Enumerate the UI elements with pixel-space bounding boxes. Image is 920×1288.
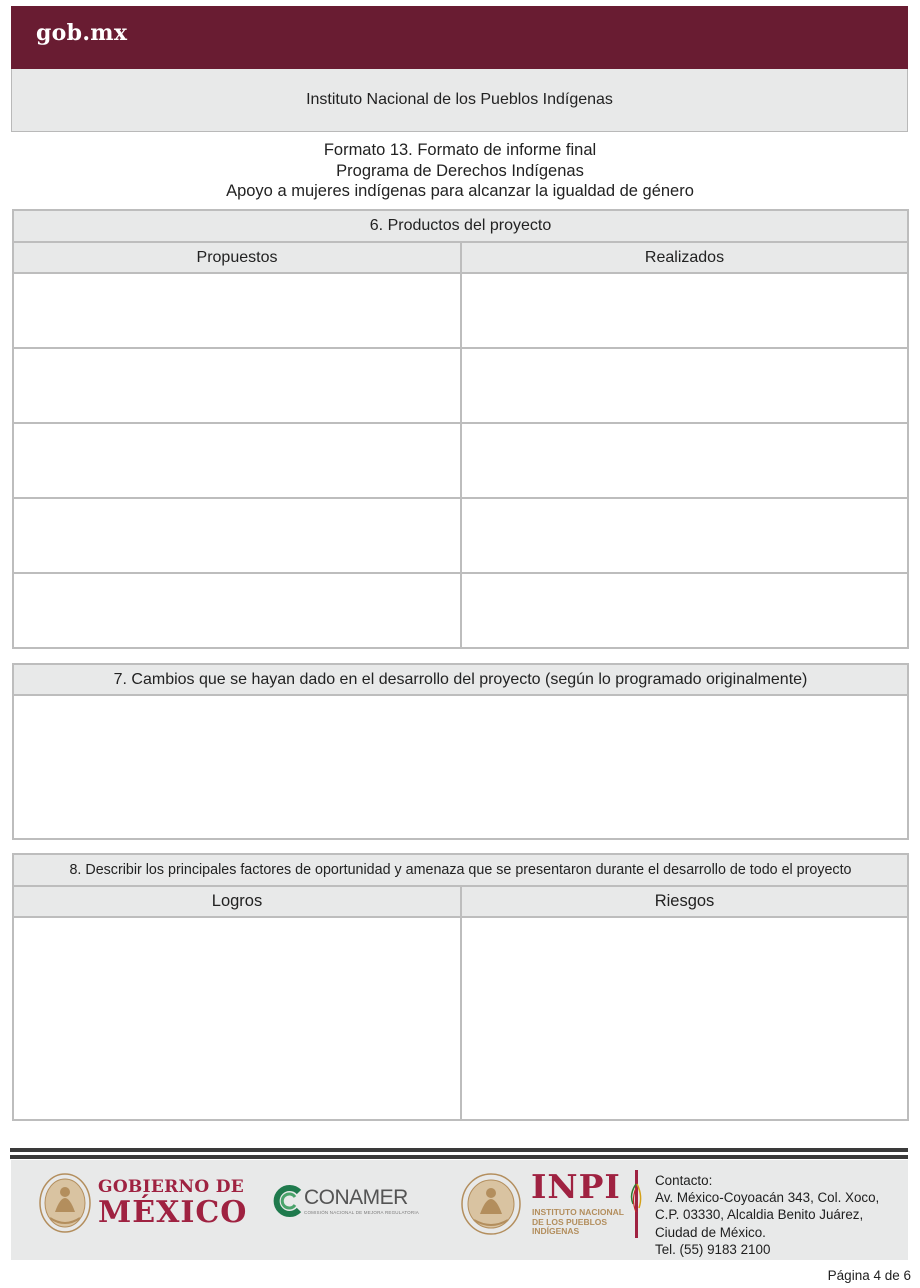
cell-realizado-4[interactable] <box>462 499 907 572</box>
logros-text-area[interactable] <box>14 918 460 1119</box>
contact-address-line1: Av. México-Coyoacán 343, Col. Xoco, <box>655 1190 880 1206</box>
cell-propuesto-5[interactable] <box>14 574 460 647</box>
cell-propuesto-1[interactable] <box>14 274 460 347</box>
title-line-3: Apoyo a mujeres indígenas para alcanzar la igualdad de género <box>226 182 694 200</box>
inpi-subtitle <box>532 1208 624 1237</box>
section6-table <box>12 209 909 649</box>
gobmx-logo[interactable]: gob.mx <box>36 20 128 46</box>
gob-logo-line2: MÉXICO <box>98 1195 248 1230</box>
section8-table <box>12 853 909 1121</box>
cell-realizado-5[interactable] <box>462 574 907 647</box>
col-header-logros-text: Logros <box>211 892 263 910</box>
mexico-eagle-seal-icon <box>38 1172 92 1234</box>
document-title <box>0 140 920 202</box>
cell-propuesto-2[interactable] <box>14 349 460 422</box>
section6-title <box>14 211 907 241</box>
col-header-logros <box>14 887 460 916</box>
cell-realizado-1[interactable] <box>462 274 907 347</box>
gob-logo-line1: GOBIERNO DE <box>98 1177 244 1197</box>
cell-propuesto-3[interactable] <box>14 424 460 497</box>
conamer-logo-icon <box>273 1184 305 1218</box>
cell-propuesto-4[interactable] <box>14 499 460 572</box>
inpi-subtitle-line1: INSTITUTO NACIONAL <box>532 1207 624 1217</box>
footer-rule <box>10 1148 908 1152</box>
col-header-propuestos <box>14 243 460 272</box>
contact-info <box>655 1172 879 1258</box>
inpi-logo-text: INPI <box>531 1167 621 1206</box>
section8-title-text: 8. Describir los principales factores de oportunidad y amenaza que se presentaron durante el desarrollo de todo el proyecto <box>69 862 852 878</box>
institute-name: Instituto Nacional de los Pueblos Indígenas <box>306 91 613 108</box>
footer-rule <box>10 1155 908 1159</box>
contact-address-line3: Ciudad de México. <box>655 1224 766 1240</box>
section7-table <box>12 663 909 840</box>
gobierno-de-mexico-logo <box>98 1177 247 1229</box>
inpi-subtitle-line2: DE LOS PUEBLOS <box>532 1216 608 1227</box>
col-header-realizados <box>462 243 907 272</box>
conamer-logo-text: CONAMER <box>304 1186 408 1209</box>
contact-address-line2: C.P. 03330, Alcaldia Benito Juárez, <box>655 1207 864 1223</box>
conamer-subtitle: COMISIÓN NACIONAL DE MEJORA REGULATORIA <box>304 1210 419 1215</box>
title-line-1: Formato 13. Formato de informe final <box>323 141 597 159</box>
section6-title-text: 6. Productos del proyecto <box>369 217 552 234</box>
inpi-subtitle-line3: INDÍGENAS <box>532 1226 580 1236</box>
cell-realizado-2[interactable] <box>462 349 907 422</box>
section7-text-area[interactable] <box>14 696 907 838</box>
col-header-propuestos-text: Propuestos <box>196 248 278 266</box>
top-banner <box>11 6 908 69</box>
riesgos-text-area[interactable] <box>462 918 907 1119</box>
cell-realizado-3[interactable] <box>462 424 907 497</box>
inpi-staff-icon <box>627 1170 645 1240</box>
section7-title <box>14 665 907 694</box>
section8-title <box>14 855 907 885</box>
title-line-2: Programa de Derechos Indígenas <box>336 161 584 180</box>
inpi-eagle-seal-icon <box>460 1172 522 1236</box>
col-header-riesgos <box>462 887 907 916</box>
contact-phone: Tel. (55) 9183 2100 <box>655 1241 771 1257</box>
col-header-riesgos-text: Riesgos <box>654 892 715 910</box>
section7-title-text: 7. Cambios que se hayan dado en el desarrollo del proyecto (según lo programado originalmente) <box>113 670 808 688</box>
page-number: Página 4 de 6 <box>827 1268 911 1283</box>
contact-label: Contacto: <box>655 1173 713 1188</box>
institute-band <box>11 69 908 132</box>
col-header-realizados-text: Realizados <box>644 248 725 266</box>
